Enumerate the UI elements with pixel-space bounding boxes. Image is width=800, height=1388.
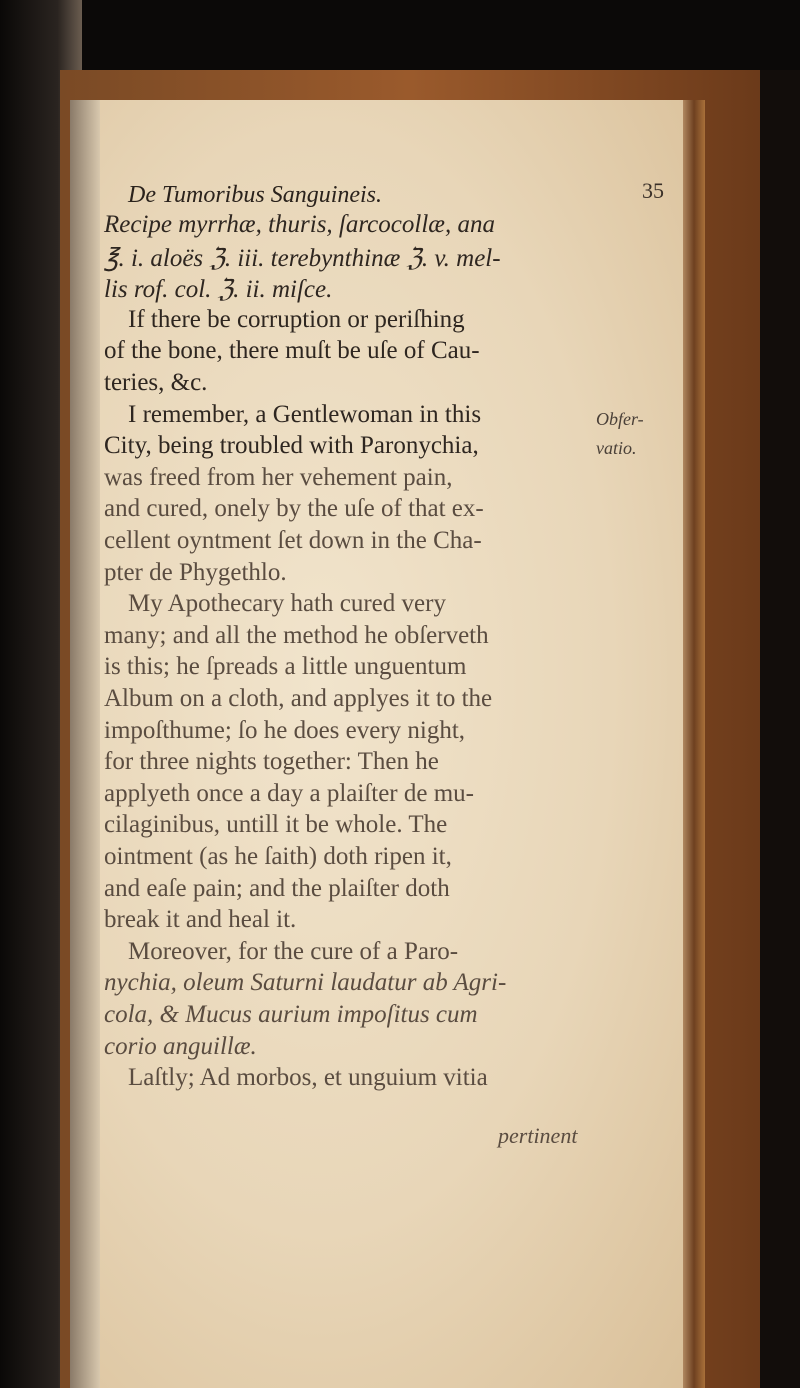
page-gutter xyxy=(70,100,100,1388)
text-line: ointment (as he ſaith) doth ripen it, xyxy=(104,843,452,870)
text-line: teries, &c. xyxy=(104,369,208,396)
text-line: was freed from her vehement pain, xyxy=(104,463,453,491)
text-line: pter de Phygethlo. xyxy=(104,558,287,586)
text-line: is this; he ſpreads a little unguentum xyxy=(104,653,467,681)
text-line: If there be corruption or periſhing xyxy=(128,305,465,333)
text-line: cellent oyntment ſet down in the Cha- xyxy=(104,527,482,554)
text-line: I remember, a Gentlewoman in this xyxy=(128,400,482,428)
text-line: of the bone, there muſt be uſe of Cau- xyxy=(104,337,480,365)
text-line: corio anguillæ. xyxy=(104,1032,257,1060)
text-line: lis rof. col. ℨ. ii. miſce. xyxy=(104,276,333,304)
text-line: cola, & Mucus aurium impoſitus cum xyxy=(104,1001,478,1028)
text-line: nychia, oleum Saturni laudatur ab Agri- xyxy=(104,969,507,997)
text-line: and cured, onely by the uſe of that ex- xyxy=(104,495,484,523)
catchword: pertinent xyxy=(498,1123,578,1148)
text-line: ℥. i. aloës ℨ. iii. terebynthinæ ℨ. v. mel- xyxy=(104,244,501,272)
running-title: De Tumoribus Sanguineis. xyxy=(128,182,383,208)
background-top xyxy=(0,0,800,70)
text-line: City, being troubled with Paronychia, xyxy=(104,432,479,460)
margin-note-line: vatio. xyxy=(596,438,637,458)
text-line: applyeth once a day a plaiſter de mu- xyxy=(104,779,474,807)
text-line: many; and all the method he obſerveth xyxy=(104,621,489,649)
text-line: break it and heal it. xyxy=(104,906,297,934)
text-line: Recipe myrrhæ, thuris, ſarcocollæ, ana xyxy=(104,211,495,238)
text-line: Moreover, for the cure of a Paro- xyxy=(128,937,459,965)
page-stained-edge xyxy=(683,100,705,1388)
margin-note xyxy=(596,405,644,463)
page-number: 35 xyxy=(642,178,664,203)
text-line: for three nights together: Then he xyxy=(104,748,439,776)
text-line: My Apothecary hath cured very xyxy=(128,590,446,618)
text-line: and eaſe pain; and the plaiſter doth xyxy=(104,874,450,902)
margin-note-line: Obfer- xyxy=(596,409,644,429)
text-line: cilaginibus, untill it be whole. The xyxy=(104,811,448,839)
text-line: impoſthume; ſo he does every night, xyxy=(104,716,466,744)
text-line: Laſtly; Ad morbos, et unguium vitia xyxy=(128,1064,488,1092)
text-line: Album on a cloth, and applyes it to the xyxy=(104,685,493,712)
